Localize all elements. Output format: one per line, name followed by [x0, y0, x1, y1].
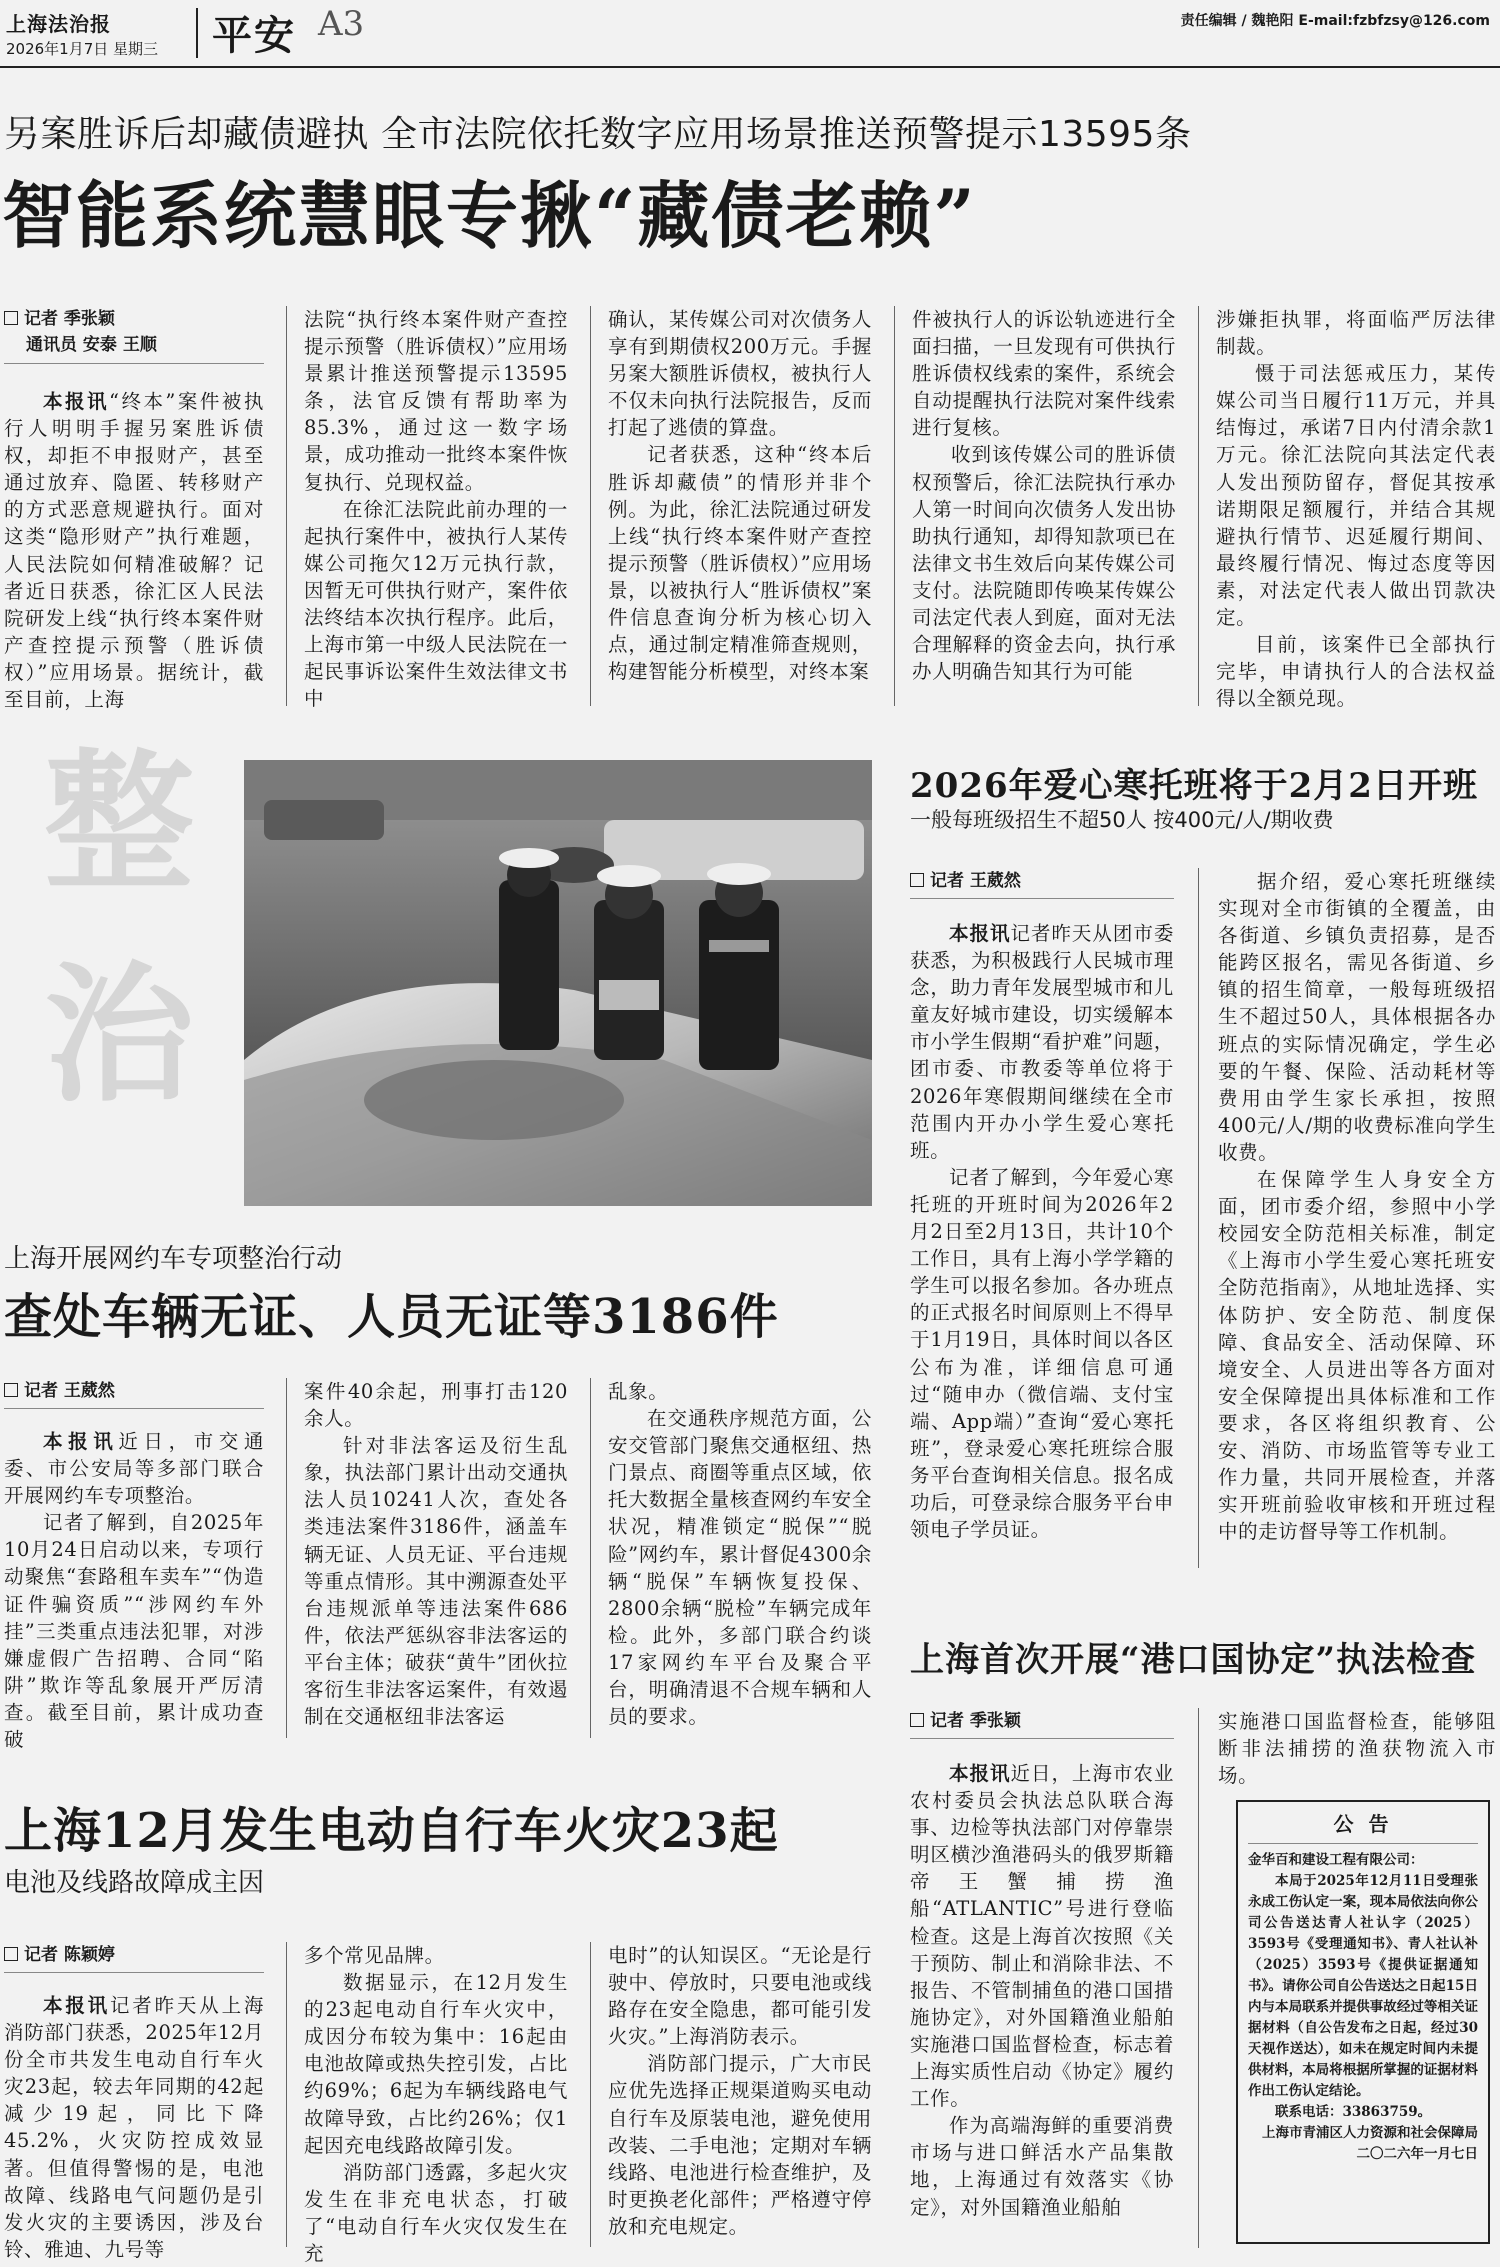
- notice-body: 本局于2025年12月11日受理张永成工伤认定一案，现本局依法向你公司公告送达青人社认字（2025）3593号《受理通知书》、青人社认补（2025）3593号《提供证据通知书》。请你公司自公告送达之日起15日内与本局联系并提供事故经过等相关证据材料（自公告发布之日起，经过30天视作送达），如未在规定时间内未提供材料，本局将根据所掌握的证据材料作出工伤认定结论。: [1248, 1873, 1478, 2099]
- lead-col-4: 件被执行人的诉讼轨迹进行全面扫描，一旦发现有可供执行胜诉债权线索的案件，系统会自动提醒执行法院对案件线索进行复核。 收到该传媒公司的胜诉债权预警后，徐汇法院执行承办人第一时间向次债务人发出协助执行通知，却得知款项已在法律文书生效后向某传媒公司支付。法院随即传唤某传媒公司法定代表人到庭，面对无法合理解释的资金去向，执行承办人明确告知其行为可能: [912, 308, 1176, 684]
- page-number: A3: [318, 4, 365, 44]
- lead-col-1: 本报讯“终本”案件被执行人明明手握另案胜诉债权，却拒不申报财产，甚至通过放弃、隐匿、转移财产的方式恶意规避执行。面对这类“隐形财产”执行难题，人民法院如何精准破解？记者近日获悉，徐汇区人民法院研发上线“执行终本案件财产查控提示预警（胜诉债权）”应用场景。据统计，截至目前，上海: [4, 390, 264, 712]
- care-byline: 记者 王葳然: [910, 868, 1174, 894]
- lead-kicker: 另案胜诉后却藏债避执 全市法院依托数字应用场景推送预警提示13595条: [4, 114, 1192, 155]
- editor-line: 责任编辑 / 魏艳阳 E-mail:fzbfzsy@126.com: [1180, 13, 1490, 29]
- byline-box-icon: [910, 1713, 924, 1727]
- netcar-col-1: 本报讯近日，市交通委、市公安局等多部门联合开展网约车专项整治。 记者了解到，自2025年10月24日启动以来，专项行动聚焦“套路租车卖车”“伪造证件骗资质”“涉网约车外挂”三类重点违法犯罪，对涉嫌虚假广告招聘、合同“陷阱”欺诈等乱象展开严厉清查。截至目前，累计成功查破: [4, 1430, 264, 1752]
- netcar-col-2: 案件40余起，刑事打击120余人。 针对非法客运及衍生乱象，执法部门累计出动交通执法人员10241人次，查处各类违法案件3186件，涵盖车辆无证、人员无证、平台违规等重点情形。其中溯源查处平台违规派单等违法案件686件，依法严惩纵容非法客运的平台主体；破获“黄牛”团伙拉客衍生非法客运案件，有效遏制在交通枢纽非法客运: [304, 1380, 568, 1729]
- notice-title: 公 告: [1333, 1812, 1393, 1836]
- side-label-zhi: 治: [44, 947, 195, 1123]
- public-notice: [1236, 1800, 1490, 2244]
- ebike-headline: 上海12月发生电动自行车火灾23起: [4, 1803, 779, 1859]
- ebike-col-2: 多个常见品牌。 数据显示，在12月发生的23起电动自行车火灾中，成因分布较为集中：16起由电池故障或热失控引发，占比约69%；6起为车辆线路电气故障导致，占比约26%；仅1起因充电线路故障引发。 消防部门透露，多起火灾发生在非充电状态，打破了“电动自行车火灾仅发生在充: [304, 1944, 568, 2266]
- netcar-kicker: 上海开展网约车专项整治行动: [4, 1244, 343, 1274]
- side-label-zheng: 整: [44, 735, 195, 911]
- netcar-headline: 查处车辆无证、人员无证等3186件: [4, 1289, 779, 1345]
- port-col-1: 本报讯近日，上海市农业农村委员会执法总队联合海事、边检等执法部门对停靠崇明区横沙渔港码头的俄罗斯籍帝王蟹捕捞渔船“ATLANTIC”号进行登临检查。这是上海首次按照《关于预防、制止和消除非法、不报告、不管制捕鱼的港口国措施协定》，对外国籍渔业船舶实施港口国监督检查，标志着上海实质性启动《协定》履约工作。 作为高端海鲜的重要消费市场与进口鲜活水产品集散地，上海通过有效落实《协定》，对外国籍渔业船舶: [910, 1762, 1174, 2219]
- port-headline: 上海首次开展“港口国协定”执法检查: [910, 1640, 1477, 1680]
- care-subhead: 一般每班级招生不超50人 按400元/人/期收费: [910, 808, 1334, 832]
- section-name: 平安: [212, 12, 296, 59]
- lead-byline: 记者 季张颖 通讯员 安泰 王顺: [4, 306, 264, 358]
- care-col-2: 据介绍，爱心寒托班继续实现对全市街镇的全覆盖，由各街道、乡镇负责招募，是否能跨区报名，需见各街道、乡镇的招生简章，一般每班级招生不超过50人，具体根据各办班点的实际情况确定，学生必要的午餐、保险、活动耗材等费用由学生家长承担，按照400元/人/期的收费标准向学生收费。 在保障学生人身安全方面，团市委介绍，参照中小学校园安全防范相关标准，制定《上海市小学生爱心寒托班安全防范指南》，从地址选择、实体防护、安全防范、制度保障、食品安全、活动保障、环境安全、人员进出等各方面对安全保障提出具体标准和工作要求，各区将组织教育、公安、消防、市场监管等专业工作力量，共同开展检查，并落实开班前验收审核和开班过程中的走访督导等工作机制。: [1218, 870, 1496, 1544]
- port-byline: 记者 季张颖: [910, 1708, 1174, 1734]
- ebike-col-3: 电时”的认知误区。“无论是行驶中、停放时，只要电池或线路存在安全隐患，都可能引发火灾。”上海消防表示。 消防部门提示，广大市民应优先选择正规渠道购买电动自行车及原装电池，避免使用改装、二手电池；定期对车辆线路、电池进行检查维护，及时更换老化部件；严格遵守停放和充电规定。: [608, 1944, 872, 2238]
- lead-col-5: 涉嫌拒执罪，将面临严厉法律制裁。 慑于司法惩戒压力，某传媒公司当日履行11万元，并具结悔过，承诺7日内付清余款1万元。徐汇法院向其法定代表人发出预防留存，督促其按承诺期限足额履行，并结合其规避执行情节、迟延履行期间、最终履行情况、悔过态度等因素，对法定代表人做出罚款决定。 目前，该案件已全部执行完毕，申请执行人的合法权益得以全额兑现。: [1216, 308, 1496, 711]
- byline-box-icon: [4, 1947, 18, 1961]
- notice-date: 二〇二六年一月七日: [1356, 2146, 1478, 2162]
- netcar-byline: 记者 王葳然: [4, 1378, 264, 1404]
- news-photo: [244, 760, 872, 1206]
- notice-issuer: 上海市青浦区人力资源和社会保障局: [1262, 2125, 1478, 2141]
- ebike-byline: 记者 陈颖婷: [4, 1942, 264, 1968]
- lead-headline: 智能系统慧眼专揪“藏债老赖”: [2, 173, 977, 258]
- care-col-1: 本报讯记者昨天从团市委获悉，为积极践行人民城市理念，助力青年发展型城市和儿童友好城市建设，切实缓解本市小学生假期“看护难”问题，团市委、市教委等单位将于2026年寒假期间继续在全市范围内开办小学生爱心寒托班。 记者了解到，今年爱心寒托班的开班时间为2026年2月2日至2月13日，共计10个工作日，具有上海小学学籍的学生可以报名参加。各办班点的正式报名时间原则上不得早于1月19日，具体时间以各区公布为准，详细信息可通过“随申办（微信端、支付宝端、App端）”查询“爱心寒托班”，登录爱心寒托班综合服务平台查询相关信息。报名成功后，可登录综合服务平台申领电子学员证。: [910, 922, 1174, 1542]
- care-headline: 2026年爱心寒托班将于2月2日开班: [910, 766, 1478, 806]
- notice-addressee: 金华百和建设工程有限公司：: [1248, 1852, 1424, 1868]
- lead-col-2: 法院“执行终本案件财产查控提示预警（胜诉债权）”应用场景累计推送预警提示13595条，法官反馈有帮助率为85.3%，通过这一数字场景，成功推动一批终本案件恢复执行、兑现权益。 在徐汇法院此前办理的一起执行案件中，被执行人某传媒公司拖欠12万元执行款，因暂无可供执行财产，案件依法终结本次执行程序。此后，上海市第一中级人民法院在一起民事诉讼案件生效法律文书中: [304, 308, 568, 711]
- masthead: [0, 0, 1500, 64]
- byline-box-icon: [910, 873, 924, 887]
- lead-col-3: 确认，某传媒公司对次债务人享有到期债权200万元。手握另案大额胜诉债权，被执行人不仅未向执行法院报告，反而打起了逃债的算盘。 记者获悉，这种“终本后胜诉却藏债”的情形并非个例。为此，徐汇法院通过研发上线“执行终本案件财产查控提示预警（胜诉债权）”应用场景，以被执行人“胜诉债权”案件信息查询分析为核心切入点，通过制定精准筛查规则，构建智能分析模型，对终本案: [608, 308, 872, 684]
- ebike-subhead: 电池及线路故障成主因: [4, 1868, 265, 1898]
- ebike-col-1: 本报讯记者昨天从上海消防部门获悉，2025年12月份全市共发生电动自行车火灾23起，较去年同期的42起减少19起，同比下降45.2%，火灾防控成效显著。但值得警惕的是，电池故障、线路电气问题仍是引发火灾的主要诱因，涉及台铃、雅迪、九号等: [4, 1994, 264, 2261]
- port-col-2: 实施港口国监督检查，能够阻断非法捕捞的渔获物流入市场。: [1218, 1710, 1496, 1788]
- paper-name: 上海法治报: [6, 12, 111, 36]
- notice-phone: 联系电话：33863759。: [1275, 2104, 1432, 2120]
- byline-box-icon: [4, 311, 18, 325]
- issue-date: 2026年1月7日 星期三: [6, 40, 159, 58]
- traffic-police-photo-graphic: [244, 760, 872, 1206]
- netcar-col-3: 乱象。 在交通秩序规范方面，公安交管部门聚焦交通枢纽、热门景点、商圈等重点区域，依托大数据全量核查网约车安全状况，精准锁定“脱保”“脱险”网约车，累计督促4300余辆“脱保”车辆恢复投保、2800余辆“脱检”车辆完成年检。此外，多部门联合约谈17家网约车平台及聚合平台，明确清退不合规车辆和人员的要求。: [608, 1380, 872, 1729]
- byline-box-icon: [4, 1383, 18, 1397]
